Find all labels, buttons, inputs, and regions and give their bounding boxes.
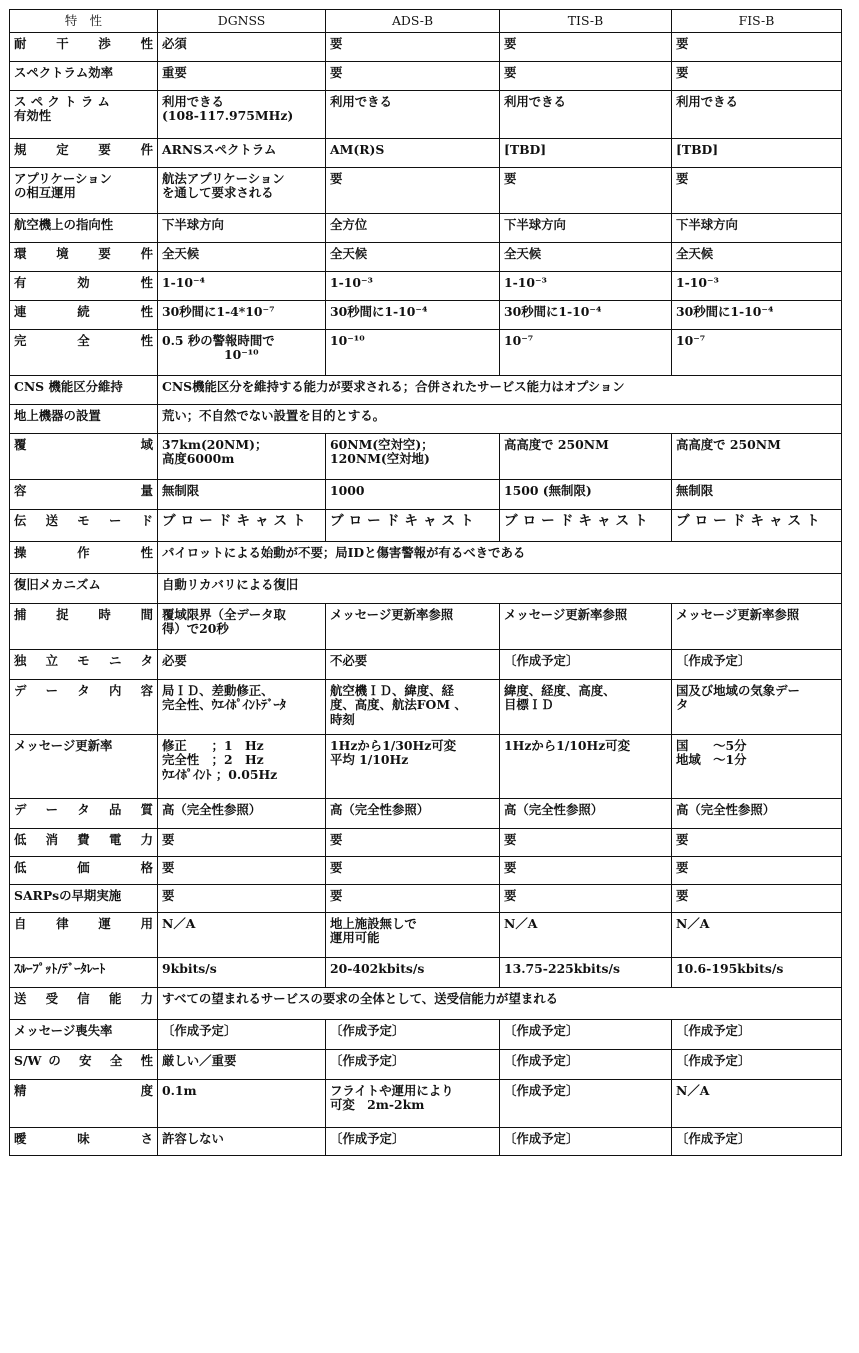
row-label: デ ー タ 品 質	[10, 799, 158, 829]
table-row	[10, 33, 842, 62]
value-cell-fisb: 無制限	[672, 480, 842, 510]
row-label: デ ー タ 内 容	[10, 680, 158, 735]
row-label: 航空機上の指向性	[10, 214, 158, 243]
table-row	[10, 91, 842, 139]
row-label: 復旧メカニズム	[10, 574, 158, 604]
row-label: 耐 干 渉 性	[10, 33, 158, 62]
value-cell-tisb: 〔作成予定〕	[500, 650, 672, 680]
row-label: メッセージ喪失率	[10, 1020, 158, 1050]
table-row	[10, 913, 842, 958]
value-cell-fisb: 要	[672, 829, 842, 857]
value-cell-dgnss: ブロードキャスト	[158, 510, 326, 542]
value-cell-tisb: ブロードキャスト	[500, 510, 672, 542]
row-label: 有 効 性	[10, 272, 158, 301]
value-cell-adsb: 〔作成予定〕	[326, 1050, 500, 1080]
value-cell-tisb: 緯度、経度、高度、 目標ＩＤ	[500, 680, 672, 735]
value-cell-adsb: 要	[326, 62, 500, 91]
value-cell-adsb: 60NM(空対空)； 120NM(空対地)	[326, 434, 500, 480]
row-label: CNS 機能区分維持	[10, 376, 158, 405]
row-label: 操 作 性	[10, 542, 158, 574]
value-cell-dgnss: 要	[158, 829, 326, 857]
table-row	[10, 799, 842, 829]
value-cell-tisb: 13.75-225kbits/s	[500, 958, 672, 988]
row-label: 送 受 信 能 力	[10, 988, 158, 1020]
value-cell-adsb: 全天候	[326, 243, 500, 272]
value-cell-adsb: 要	[326, 829, 500, 857]
value-cell-dgnss: ARNSスペクトラム	[158, 139, 326, 168]
value-cell-adsb: AM(R)S	[326, 139, 500, 168]
row-label: 自 律 運 用	[10, 913, 158, 958]
header-dgnss: DGNSS	[158, 10, 326, 33]
value-cell-dgnss: 局ＩＤ、差動修正、 完全性、ｳｴｲﾎﾟｲﾝﾄﾃﾞｰﾀ	[158, 680, 326, 735]
value-cell-tisb: 要	[500, 885, 672, 913]
row-label: S/Wの 安 全 性	[10, 1050, 158, 1080]
value-cell-fisb: 〔作成予定〕	[672, 650, 842, 680]
header-fisb: FIS-B	[672, 10, 842, 33]
value-cell-tisb: 要	[500, 857, 672, 885]
row-label: 低 価 格	[10, 857, 158, 885]
table-row	[10, 680, 842, 735]
table-row	[10, 650, 842, 680]
row-label: 覆 域	[10, 434, 158, 480]
header-characteristic: 特 性	[10, 10, 158, 33]
table-row	[10, 214, 842, 243]
row-label: 低 消 費 電 力	[10, 829, 158, 857]
value-cell-fisb: 高高度で 250NM	[672, 434, 842, 480]
value-cell-fisb: 30秒間に1-10⁻⁴	[672, 301, 842, 330]
value-cell-fisb: 要	[672, 62, 842, 91]
table-row	[10, 1050, 842, 1080]
value-cell-fisb: 〔作成予定〕	[672, 1128, 842, 1156]
value-cell-dgnss: 下半球方向	[158, 214, 326, 243]
value-cell-dgnss: 〔作成予定〕	[158, 1020, 326, 1050]
value-cell-fisb: 1-10⁻³	[672, 272, 842, 301]
value-cell-fisb: 国及び地域の気象デー タ	[672, 680, 842, 735]
value-cell-tisb: 要	[500, 829, 672, 857]
value-cell-adsb: 利用できる	[326, 91, 500, 139]
value-cell-tisb: 1-10⁻³	[500, 272, 672, 301]
value-cell-tisb: 利用できる	[500, 91, 672, 139]
row-label: ｽﾙｰﾌﾟｯﾄ/ﾃﾞｰﾀﾚｰﾄ	[10, 958, 158, 988]
table-row	[10, 301, 842, 330]
value-cell-adsb: 要	[326, 857, 500, 885]
header-adsb: ADS-B	[326, 10, 500, 33]
table-row	[10, 480, 842, 510]
spec-comparison-sheet	[9, 9, 841, 1156]
value-cell-adsb: 10⁻¹⁰	[326, 330, 500, 376]
value-cell-adsb: 1Hzから1/30Hz可変 平均 1/10Hz	[326, 735, 500, 799]
value-cell-dgnss: 要	[158, 857, 326, 885]
value-cell-fisb: ブロードキャスト	[672, 510, 842, 542]
value-cell-dgnss: 要	[158, 885, 326, 913]
table-row	[10, 574, 842, 604]
row-label: ス ペ ク ト ラ ム 有効性	[10, 91, 158, 139]
value-cell-dgnss: 高（完全性参照）	[158, 799, 326, 829]
table-row	[10, 857, 842, 885]
table-row	[10, 604, 842, 650]
value-cell-fisb: 要	[672, 33, 842, 62]
value-cell-adsb: 1000	[326, 480, 500, 510]
value-cell-fisb: 高（完全性参照）	[672, 799, 842, 829]
table-row	[10, 330, 842, 376]
value-cell-fisb: 全天候	[672, 243, 842, 272]
value-cell-dgnss: 許容しない	[158, 1128, 326, 1156]
value-cell-tisb: 高（完全性参照）	[500, 799, 672, 829]
table-row	[10, 139, 842, 168]
value-cell-dgnss: 厳しい／重要	[158, 1050, 326, 1080]
value-cell-tisb: メッセージ更新率参照	[500, 604, 672, 650]
table-row	[10, 434, 842, 480]
value-cell-fisb: 〔作成予定〕	[672, 1020, 842, 1050]
table-row	[10, 735, 842, 799]
value-cell-tisb: 10⁻⁷	[500, 330, 672, 376]
value-cell-dgnss: 覆域限界（全データ取 得）で20秒	[158, 604, 326, 650]
value-cell-tisb: 下半球方向	[500, 214, 672, 243]
row-label: 地上機器の設置	[10, 405, 158, 434]
value-cell-tisb: 〔作成予定〕	[500, 1050, 672, 1080]
header-tisb: TIS-B	[500, 10, 672, 33]
table-row	[10, 988, 842, 1020]
value-cell-dgnss: 1-10⁻⁴	[158, 272, 326, 301]
table-row	[10, 510, 842, 542]
merged-value-cell: 荒い；不自然でない設置を目的とする。	[158, 405, 842, 434]
table-row	[10, 376, 842, 405]
table-row	[10, 1020, 842, 1050]
row-label: 精 度	[10, 1080, 158, 1128]
row-label: 環 境 要 件	[10, 243, 158, 272]
value-cell-fisb: 〔作成予定〕	[672, 1050, 842, 1080]
value-cell-fisb: 10⁻⁷	[672, 330, 842, 376]
header-row	[10, 10, 842, 33]
value-cell-dgnss: 0.5 秒の警報時間で 10⁻¹⁰	[158, 330, 326, 376]
spec-table-body	[10, 33, 842, 1156]
table-row	[10, 829, 842, 857]
row-label: 捕 捉 時 間	[10, 604, 158, 650]
value-cell-dgnss: 修正 ；1 Hz 完全性 ；2 Hz ｳｴｲﾎﾟｲﾝﾄ ；0.05Hz	[158, 735, 326, 799]
value-cell-dgnss: 30秒間に1-4*10⁻⁷	[158, 301, 326, 330]
value-cell-adsb: フライトや運用により 可変 2m-2km	[326, 1080, 500, 1128]
row-label: 曖 味 さ	[10, 1128, 158, 1156]
table-row	[10, 1080, 842, 1128]
value-cell-tisb: 要	[500, 62, 672, 91]
value-cell-adsb: 地上施設無しで 運用可能	[326, 913, 500, 958]
merged-value-cell: CNS機能区分を維持する能力が要求される；合併されたサービス能力はオプション	[158, 376, 842, 405]
row-label: 伝 送 モ ー ド	[10, 510, 158, 542]
value-cell-tisb: 1500 (無制限)	[500, 480, 672, 510]
spec-comparison-table	[9, 9, 842, 1156]
table-row	[10, 885, 842, 913]
value-cell-adsb: 〔作成予定〕	[326, 1020, 500, 1050]
value-cell-fisb: N／A	[672, 1080, 842, 1128]
value-cell-fisb: 10.6-195kbits/s	[672, 958, 842, 988]
value-cell-dgnss: 全天候	[158, 243, 326, 272]
value-cell-dgnss: 0.1m	[158, 1080, 326, 1128]
table-row	[10, 168, 842, 214]
value-cell-tisb: 高高度で 250NM	[500, 434, 672, 480]
value-cell-adsb: 不必要	[326, 650, 500, 680]
value-cell-adsb: 要	[326, 33, 500, 62]
value-cell-tisb: 〔作成予定〕	[500, 1080, 672, 1128]
row-label: メッセージ更新率	[10, 735, 158, 799]
value-cell-fisb: 要	[672, 168, 842, 214]
row-label: 規 定 要 件	[10, 139, 158, 168]
table-row	[10, 958, 842, 988]
value-cell-adsb: 1-10⁻³	[326, 272, 500, 301]
merged-value-cell: すべての望まれるサービスの要求の全体として、送受信能力が望まれる	[158, 988, 842, 1020]
value-cell-tisb: 要	[500, 168, 672, 214]
value-cell-adsb: 20-402kbits/s	[326, 958, 500, 988]
value-cell-tisb: 〔作成予定〕	[500, 1020, 672, 1050]
value-cell-adsb: 〔作成予定〕	[326, 1128, 500, 1156]
value-cell-dgnss: 9kbits/s	[158, 958, 326, 988]
value-cell-tisb: 要	[500, 33, 672, 62]
value-cell-fisb: N／A	[672, 913, 842, 958]
value-cell-adsb: 30秒間に1-10⁻⁴	[326, 301, 500, 330]
value-cell-fisb: メッセージ更新率参照	[672, 604, 842, 650]
value-cell-dgnss: 必要	[158, 650, 326, 680]
value-cell-tisb: 全天候	[500, 243, 672, 272]
value-cell-fisb: 要	[672, 885, 842, 913]
value-cell-adsb: 要	[326, 885, 500, 913]
value-cell-dgnss: 利用できる (108-117.975MHz)	[158, 91, 326, 139]
row-label: 完 全 性	[10, 330, 158, 376]
table-row	[10, 1128, 842, 1156]
merged-value-cell: パイロットによる始動が不要；局IDと傷害警報が有るべきである	[158, 542, 842, 574]
row-label: アプリケーション の相互運用	[10, 168, 158, 214]
value-cell-dgnss: N／A	[158, 913, 326, 958]
value-cell-adsb: 航空機ＩＤ、緯度、経 度、高度、航法FOM 、 時刻	[326, 680, 500, 735]
value-cell-adsb: 全方位	[326, 214, 500, 243]
value-cell-tisb: N／A	[500, 913, 672, 958]
row-label: 容 量	[10, 480, 158, 510]
value-cell-fisb: 要	[672, 857, 842, 885]
value-cell-dgnss: 37km(20NM)； 高度6000m	[158, 434, 326, 480]
row-label: SARPsの早期実施	[10, 885, 158, 913]
value-cell-fisb: 下半球方向	[672, 214, 842, 243]
value-cell-fisb: [TBD]	[672, 139, 842, 168]
merged-value-cell: 自動リカバリによる復旧	[158, 574, 842, 604]
table-row	[10, 243, 842, 272]
value-cell-fisb: 国 ～5分 地域 ～1分	[672, 735, 842, 799]
value-cell-dgnss: 必須	[158, 33, 326, 62]
table-row	[10, 272, 842, 301]
value-cell-fisb: 利用できる	[672, 91, 842, 139]
value-cell-dgnss: 重要	[158, 62, 326, 91]
value-cell-adsb: 高（完全性参照）	[326, 799, 500, 829]
value-cell-adsb: メッセージ更新率参照	[326, 604, 500, 650]
value-cell-tisb: [TBD]	[500, 139, 672, 168]
table-row	[10, 62, 842, 91]
value-cell-dgnss: 航法アプリケーション を通して要求される	[158, 168, 326, 214]
table-row	[10, 542, 842, 574]
table-row	[10, 405, 842, 434]
value-cell-tisb: 1Hzから1/10Hz可変	[500, 735, 672, 799]
value-cell-adsb: ブロードキャスト	[326, 510, 500, 542]
row-label: 連 続 性	[10, 301, 158, 330]
value-cell-dgnss: 無制限	[158, 480, 326, 510]
value-cell-adsb: 要	[326, 168, 500, 214]
row-label: 独 立 モ ニ タ	[10, 650, 158, 680]
row-label: スペクトラム効率	[10, 62, 158, 91]
value-cell-tisb: 〔作成予定〕	[500, 1128, 672, 1156]
value-cell-tisb: 30秒間に1-10⁻⁴	[500, 301, 672, 330]
